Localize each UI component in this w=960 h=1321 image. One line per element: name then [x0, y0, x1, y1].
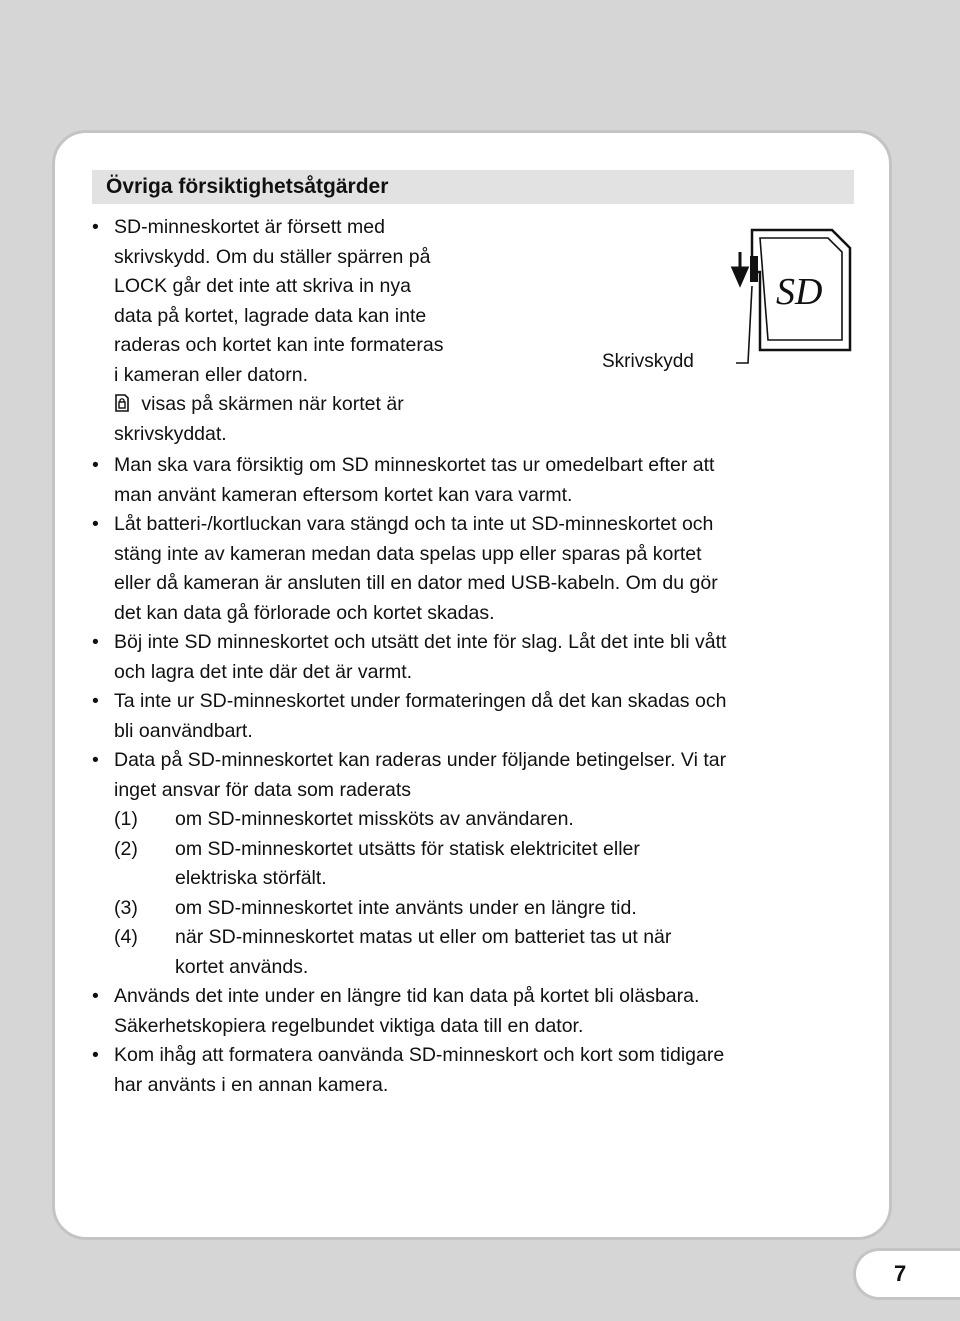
list-item: [92, 982, 862, 1041]
section-title: Övriga försiktighetsåtgärder: [106, 175, 389, 198]
list-item: [92, 628, 862, 687]
list-item-line: raderas och kortet kan inte formateras: [114, 334, 444, 356]
bullet-marker: •: [92, 631, 99, 653]
list-item: [92, 687, 862, 746]
bullet-marker: •: [92, 1044, 99, 1066]
first-bullet-column: [92, 213, 632, 449]
section-header: [92, 170, 854, 204]
list-item-line: Säkerhetskopiera regelbundet viktiga data till en dator.: [114, 1014, 584, 1037]
bullet-marker: •: [92, 513, 99, 535]
list-item-line: eller då kameran är ansluten till en dator med USB-kabeln. Om du gör: [114, 572, 718, 594]
sub-list-item: [114, 923, 862, 982]
list-item-line: skrivskydd. Om du ställer spärren på: [114, 245, 431, 268]
sub-list-number: (1): [114, 808, 138, 830]
list-item-line-with-icon: [114, 390, 632, 420]
callout-label: Skrivskydd: [602, 351, 694, 372]
write-protect-switch: [750, 256, 758, 282]
lock-arrow-icon: [733, 252, 747, 284]
bullet-marker: •: [92, 216, 99, 238]
list-item-line: Låt batteri-/kortluckan vara stängd och ta inte ut SD-minneskortet och: [114, 513, 714, 535]
write-protect-icon: [114, 394, 130, 412]
bullet-marker: •: [92, 690, 99, 712]
sub-list-item: [114, 894, 862, 924]
list-item: [92, 510, 862, 628]
callout-line: [736, 286, 752, 363]
sd-card-label: SD: [776, 271, 823, 313]
sub-list-item: [114, 835, 862, 894]
sub-list-number: (3): [114, 896, 138, 919]
sub-list-number: (4): [114, 926, 138, 948]
list-item-line: SD-minneskortet är försett med: [114, 216, 385, 238]
bullet-marker: •: [92, 749, 99, 771]
list-item-line: har använts i en annan kamera.: [114, 1073, 389, 1096]
sub-list-item: [114, 805, 862, 835]
list-item-line: det kan data gå förlorade och kortet skadas.: [114, 601, 495, 624]
sub-list-line: elektriska störfält.: [175, 867, 327, 889]
list-item-line: Ta inte ur SD-minneskortet under formateringen då det kan skadas och: [114, 690, 727, 712]
list-item-line: Data på SD-minneskortet kan raderas under följande betingelser. Vi tar: [114, 749, 727, 771]
list-item-line: bli oanvändbart.: [114, 719, 253, 742]
icon-line-text: visas på skärmen när kortet är: [136, 393, 404, 415]
list-item-line: Kom ihåg att formatera oanvända SD-minneskort och kort som tidigare: [114, 1044, 725, 1066]
page-number-tab: [853, 1248, 960, 1300]
list-item-line: stäng inte av kameran medan data spelas upp eller sparas på kortet: [114, 542, 702, 565]
list-item-line: Man ska vara försiktig om SD minneskortet tas ur omedelbart efter att: [114, 454, 715, 476]
list-item: [92, 746, 862, 982]
list-item-line: skrivskyddat.: [114, 422, 227, 445]
list-item-line: i kameran eller datorn.: [114, 363, 309, 386]
sub-list-number: (2): [114, 837, 138, 860]
sub-list-line: när SD-minneskortet matas ut eller om batteriet tas ut när: [175, 926, 672, 948]
list-item-line: LOCK går det inte att skriva in nya: [114, 275, 411, 297]
bullet-marker: •: [92, 454, 99, 476]
sub-list-line: om SD-minneskortet utsätts för statisk elektricitet eller: [175, 837, 640, 860]
list-item-line: inget ansvar för data som raderats: [114, 778, 411, 801]
list-item-line: Används det inte under en längre tid kan data på kortet bli oläsbara.: [114, 985, 700, 1007]
list-item-line: man använt kameran eftersom kortet kan vara varmt.: [114, 483, 573, 506]
page-number: 7: [894, 1261, 907, 1286]
bullet-marker: •: [92, 985, 99, 1007]
list-item: [92, 1041, 862, 1100]
sub-list-line: om SD-minneskortet missköts av användaren.: [175, 808, 574, 830]
list-item-line: Böj inte SD minneskortet och utsätt det inte för slag. Låt det inte bli vått: [114, 631, 727, 653]
list-item: [92, 213, 632, 449]
list-item-line: och lagra det inte där det är varmt.: [114, 660, 413, 683]
list-item-line: data på kortet, lagrade data kan inte: [114, 304, 427, 327]
sub-list-line: om SD-minneskortet inte använts under en längre tid.: [175, 896, 637, 919]
sub-list-line: kortet används.: [175, 955, 309, 978]
bullet-list: [92, 451, 862, 1100]
list-item: [92, 451, 862, 510]
